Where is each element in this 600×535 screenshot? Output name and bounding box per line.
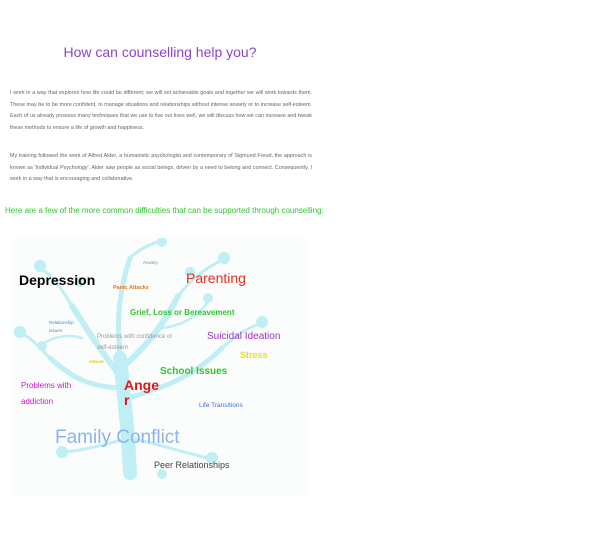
- cloud-word: Suicidal Ideation: [207, 331, 281, 342]
- cloud-word: Life Transitions: [199, 402, 243, 409]
- cloud-word: Family Conflict: [55, 427, 180, 448]
- cloud-word: Problems with: [21, 381, 72, 390]
- cloud-word: r: [124, 392, 130, 408]
- cloud-word: Relationship: [49, 320, 74, 325]
- cloud-word: Parenting: [186, 270, 246, 286]
- cloud-word: Abuse: [89, 360, 104, 365]
- cloud-word: Panic Attacks: [113, 285, 149, 291]
- difficulties-heading: Here are a few of the more common difficulties that can be supported through counselling:: [5, 206, 324, 215]
- cloud-word: self-esteem: [97, 345, 129, 351]
- cloud-word: Stress: [240, 350, 268, 360]
- cloud-word: School Issues: [160, 366, 228, 377]
- cloud-word: Problems with confidence or: [97, 334, 173, 340]
- cloud-word: Anxiety: [143, 260, 158, 265]
- cloud-word: Depression: [19, 272, 96, 288]
- cloud-word: Issues: [49, 328, 63, 333]
- cloud-word: Ange: [124, 377, 159, 393]
- cloud-word: Grief, Loss or Bereavement: [130, 308, 235, 317]
- cloud-word: Peer Relationships: [154, 460, 230, 470]
- difficulties-word-cloud: [12, 238, 308, 496]
- intro-paragraph: I work in a way that explores how life could be different; we will set achievable goals and together we will work towards them. These may be to be more confident, to manage situations and relationships without intense anxiety or to increase self-esteem. Each of us already possess many techniques that we use to live our lives well, we will discuss how we can increase and tweak these methods to ensure a life of growth and happiness.: [10, 90, 312, 131]
- cloud-word: addiction: [21, 397, 54, 406]
- page-title: How can counselling help you?: [63, 44, 257, 60]
- training-paragraph: My training followed the work of Alfred Alder, a humanistic psychologist and contemporary of Sigmund Freud, the approach is known as 'Individual Psychology'. Alder saw people as social beings, driven by a need to belong and connect. Consequently, I work in a way that is encouraging and collaborative.: [10, 153, 312, 183]
